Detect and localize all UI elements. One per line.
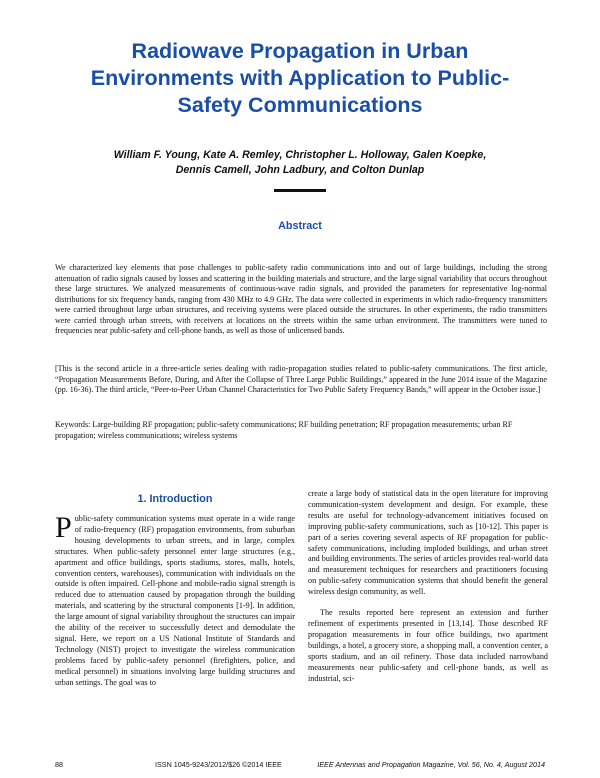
- right-column: [308, 489, 548, 684]
- author-line-1: William F. Young, Kate A. Remley, Christopher L. Holloway, Galen Koepke,: [113, 149, 487, 161]
- abstract-heading: Abstract: [278, 220, 322, 232]
- section-heading-introduction: 1. Introduction: [137, 493, 213, 505]
- page-number: 88: [55, 760, 63, 769]
- intro-paragraph-2: The results reported here represent an extension and further refinement of experiments presented in [13,14]. Those described RF propagation measurements in four office buildings, two apartment buildings, a hotel, a grocery store, a shopping mall, a convention center, a sports stadium, and an oil refinery. Those data included narrowband measurements near public-safety and cell-phone bands, as well as industrial, sci-: [308, 608, 548, 683]
- keywords: Keywords: Large-building RF propagation; public-safety communications; RF building penetration; RF propagation measurements; urban RF propagation; wireless communications; wireless systems: [55, 420, 513, 440]
- author-list: [70, 148, 530, 178]
- title-divider: [274, 189, 326, 192]
- left-column: [55, 511, 295, 689]
- drop-cap: P: [55, 511, 72, 544]
- intro-paragraph-1-text: ublic-safety communication systems must operate in a wide range of radio-frequency (RF) propagation environments, from suburban housing developments to urban streets, and in large, complex structures. When public-safety personnel enter large structures (e.g., apartment and office buildings, sports stadiums, stores, malls, hotels, convention centers, warehouses), communication with individuals on the outside is often impaired. Cell-phone and mobile-radio signal strength is reduced due to attenuation caused by propagation through the building materials, and scattering by the structural components [1-9]. In addition, the large amount of signal variability throughout the structures can impair the ability of the receiver to successfully detect and demodulate the signal. Here, we report on a US National Institute of Standards and Technology (NIST) project to investigate the wireless communication problems faced by public-safety personnel (firefighters, police, and medical personnel) in situations involving large building structures and urban settings. The goal was to: [55, 514, 295, 687]
- issn-line: ISSN 1045-9243/2012/$26 ©2014 IEEE: [155, 760, 282, 769]
- series-note: [This is the second article in a three-article series dealing with radio-propagation studies related to public-safety communications. The first article, “Propagation Measurements Before, During, and After the Collapse of Three Large Public Buildings,” appeared in the June 2014 issue of the Magazine (pp. 16-36). The third article, “Peer-to-Peer Urban Channel Characteristics for Two Public Safety Frequency Bands,” will appear in the October issue.]: [55, 364, 547, 394]
- journal-citation: IEEE Antennas and Propagation Magazine, Vol. 56, No. 4, August 2014: [317, 760, 545, 769]
- author-line-2: Dennis Camell, John Ladbury, and Colton Dunlap: [175, 164, 425, 176]
- intro-paragraph-1: [55, 511, 295, 689]
- intro-paragraph-1-continued: create a large body of statistical data in the open literature for improving communication-system development and design. For example, these results are useful for technology-advancement initiatives focused on improving public-safety communications, such as [10-12]. This paper is part of a series covering several aspects of RF propagation for public-safety communications, including imploded buildings, and urban street and building environments. The series of articles provides real-world data and measurement techniques for researchers and practitioners focusing on public-safety communication systems that should benefit the general wireless design community, as well.: [308, 489, 548, 597]
- article-title: Radiowave Propagation in Urban Environments with Application to Public-Safety Communications: [90, 39, 510, 117]
- abstract-text: We characterized key elements that pose challenges to public-safety radio communications into and out of large buildings, including the strong attenuation of radio signals caused by losses and scattering in the building materials and structure, and the large signal variability that occurs throughout these large structures. We analyzed measurements of continuous-wave radio signals, and provided the parameters for representative log-normal distributions for six frequency bands, ranging from 430 MHz to 4.9 GHz. The data were collected in experiments in which radio-frequency transmitters were carried throughout large urban structures, and receiving systems were placed outside the structures. In other experiments, the radio transmitters were carried through urban streets, with receivers at locations on the streets within the same urban environment. The transmitters were tuned to frequencies near public-safety and cell-phone bands, as well as those of unlicensed bands.: [55, 263, 547, 335]
